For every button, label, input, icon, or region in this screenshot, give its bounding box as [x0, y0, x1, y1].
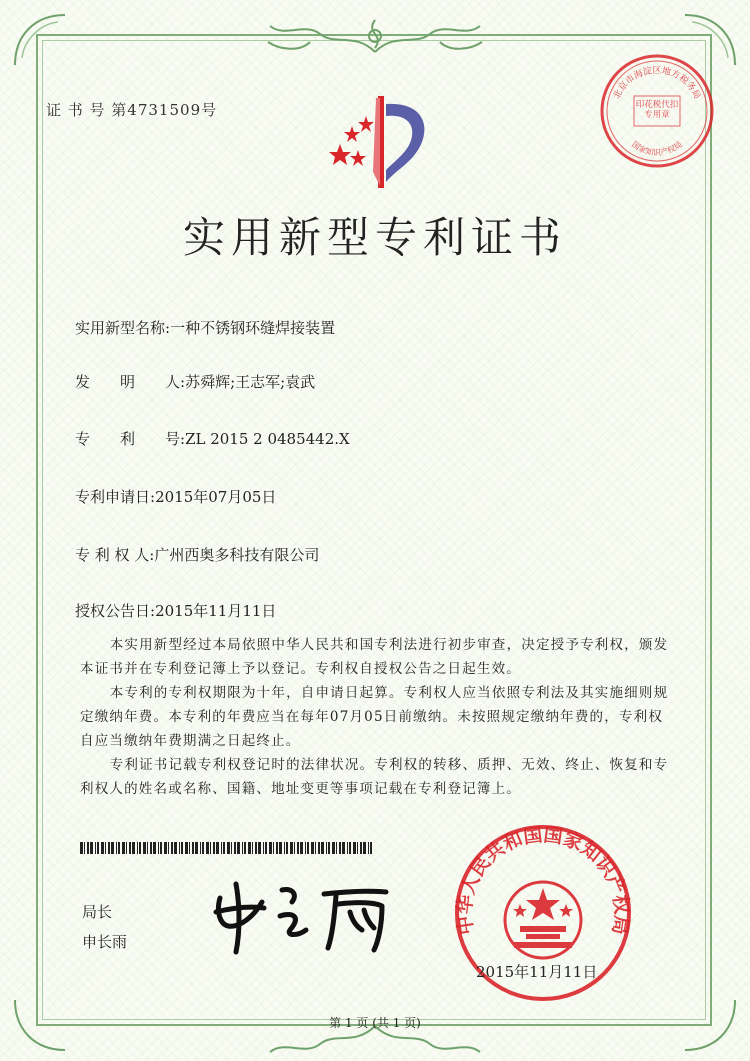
- barcode-bar: [294, 842, 295, 854]
- barcode-bar: [231, 842, 232, 854]
- barcode-bar: [248, 842, 251, 854]
- barcode-bar: [315, 842, 316, 854]
- barcode-bar: [202, 842, 204, 854]
- filing-date-value: 2015年07月05日: [155, 488, 277, 506]
- barcode-bar: [353, 842, 356, 854]
- seal-arc-text: 中华人民共和国国家知识产权局: [453, 823, 633, 937]
- barcode-bar: [242, 842, 243, 854]
- barcode-bar: [265, 842, 267, 854]
- barcode-bar: [95, 842, 96, 854]
- barcode-bar: [122, 842, 125, 854]
- barcode-bar: [87, 842, 89, 854]
- top-ornament-icon: [250, 12, 500, 60]
- barcode-bar: [164, 842, 167, 854]
- barcode-bar: [90, 842, 93, 854]
- inventors-label: 发 明 人:: [75, 373, 186, 391]
- inventors-value: 苏舜辉;王志军;袁武: [185, 373, 316, 391]
- barcode-bar: [108, 842, 110, 854]
- patentee-value: 广州西奥多科技有限公司: [154, 546, 320, 564]
- barcode-bar: [276, 842, 278, 854]
- director-signature: [206, 876, 396, 956]
- barcode-bar: [97, 842, 99, 854]
- certificate-number: 证 书 号 第4731509号: [46, 101, 218, 119]
- patentee-label: 专 利 权 人:: [75, 546, 155, 564]
- barcode-bar: [189, 842, 190, 854]
- barcode-bar: [174, 842, 177, 854]
- barcode-bar: [321, 842, 324, 854]
- body-paragraph: 专利证书记载专利权登记时的法律状况。专利权的转移、质押、无效、终止、恢复和专利权人的姓名或名称、国籍、地址变更等事项记载在专利登记簿上。: [80, 757, 669, 797]
- barcode-bar: [347, 842, 348, 854]
- barcode-bar: [118, 842, 120, 854]
- svg-text:国家知识产权局: [630, 140, 684, 157]
- barcode-bar: [234, 842, 236, 854]
- patent-number-value: ZL 2015 2 0485442.X: [185, 430, 350, 448]
- barcode-bar: [300, 842, 303, 854]
- barcode-bar: [332, 842, 335, 854]
- patent-number-field: [75, 428, 350, 449]
- barcode-bar: [307, 842, 309, 854]
- barcode-bar: [297, 842, 299, 854]
- barcode-bar: [80, 842, 83, 854]
- barcode-bar: [342, 842, 345, 854]
- barcode: [80, 842, 376, 854]
- filing-date-label: 专利申请日:: [75, 488, 156, 506]
- body-paragraph: 本实用新型经过本局依照中华人民共和国专利法进行初步审查，决定授予专利权，颁发本证书并在专利登记簿上予以登记。专利权自授权公告之日起生效。: [80, 637, 669, 677]
- barcode-bar: [192, 842, 194, 854]
- barcode-bar: [158, 842, 159, 854]
- barcode-bar: [101, 842, 104, 854]
- barcode-bar: [269, 842, 272, 854]
- director-name: 申长雨: [82, 933, 128, 951]
- barcode-bar: [252, 842, 253, 854]
- grant-date-field: [75, 600, 276, 621]
- barcode-bar: [181, 842, 183, 854]
- grant-date-value: 2015年11月11日: [155, 602, 277, 620]
- barcode-bar: [258, 842, 261, 854]
- barcode-bar: [284, 842, 285, 854]
- barcode-bar: [290, 842, 293, 854]
- barcode-bar: [360, 842, 362, 854]
- barcode-bar: [368, 842, 369, 854]
- barcode-bar: [357, 842, 358, 854]
- barcode-bar: [147, 842, 148, 854]
- barcode-bar: [168, 842, 169, 854]
- barcode-bar: [126, 842, 127, 854]
- barcode-bar: [311, 842, 314, 854]
- barcode-bar: [105, 842, 106, 854]
- utility-name-field: [75, 317, 335, 338]
- barcode-bar: [179, 842, 180, 854]
- barcode-bar: [213, 842, 215, 854]
- filing-date-field: [75, 486, 276, 507]
- tax-seal-arc-text: 北京市海淀区地方税务局: [612, 66, 702, 101]
- barcode-bar: [200, 842, 201, 854]
- barcode-bar: [326, 842, 327, 854]
- page-number: 第 1 页 (共 1 页): [329, 1016, 421, 1030]
- barcode-bar: [195, 842, 198, 854]
- utility-name-label: 实用新型名称:: [75, 319, 171, 337]
- svg-text:中华人民共和国国家知识产权局: [453, 824, 634, 936]
- barcode-bar: [273, 842, 274, 854]
- barcode-bar: [363, 842, 366, 854]
- patentee-field: [75, 544, 319, 565]
- inventors-field: [75, 371, 315, 392]
- barcode-bar: [129, 842, 131, 854]
- barcode-bar: [160, 842, 162, 854]
- page-title: 实用新型专利证书: [182, 213, 567, 262]
- grant-date-label: 授权公告日:: [75, 602, 156, 620]
- barcode-bar: [339, 842, 341, 854]
- certificate-body: [80, 633, 670, 801]
- barcode-bar: [328, 842, 330, 854]
- barcode-bar: [210, 842, 211, 854]
- barcode-bar: [286, 842, 288, 854]
- tax-seal-stamp: [598, 52, 716, 170]
- barcode-bar: [279, 842, 282, 854]
- barcode-bar: [185, 842, 188, 854]
- barcode-bar: [237, 842, 240, 854]
- barcode-bar: [349, 842, 351, 854]
- body-paragraph: 本专利的专利权期限为十年，自申请日起算。专利权人应当依照专利法及其实施细则规定缴纳年费。本专利的年费应当在每年07月05日前缴纳。未按照规定缴纳年费的，专利权自应当缴纳年费期满之日起终止。: [80, 685, 669, 749]
- barcode-bar: [263, 842, 264, 854]
- issue-date: 2015年11月11日: [476, 963, 598, 981]
- barcode-bar: [139, 842, 141, 854]
- barcode-bar: [84, 842, 85, 854]
- corner-ornament-icon: [10, 10, 70, 70]
- barcode-bar: [153, 842, 156, 854]
- barcode-bar: [116, 842, 117, 854]
- utility-name-value: 一种不锈钢环缝焊接装置: [170, 319, 336, 337]
- barcode-bar: [171, 842, 173, 854]
- barcode-bar: [111, 842, 114, 854]
- barcode-bar: [336, 842, 337, 854]
- barcode-bar: [150, 842, 152, 854]
- barcode-bar: [370, 842, 372, 854]
- tax-seal-bottom-text: 国家知识产权局: [630, 139, 684, 158]
- barcode-bar: [227, 842, 230, 854]
- barcode-bar: [137, 842, 138, 854]
- tax-seal-center-text: 印花税代扣专用章: [635, 100, 679, 120]
- barcode-bar: [132, 842, 135, 854]
- barcode-bar: [221, 842, 222, 854]
- barcode-bar: [255, 842, 257, 854]
- barcode-bar: [223, 842, 225, 854]
- patent-office-logo-icon: [318, 92, 438, 192]
- barcode-bar: [318, 842, 320, 854]
- director-title: 局长: [82, 903, 113, 921]
- barcode-bar: [305, 842, 306, 854]
- patent-number-label: 专 利 号:: [75, 430, 186, 448]
- barcode-bar: [244, 842, 246, 854]
- barcode-bar: [216, 842, 219, 854]
- barcode-bar: [143, 842, 146, 854]
- barcode-bar: [206, 842, 209, 854]
